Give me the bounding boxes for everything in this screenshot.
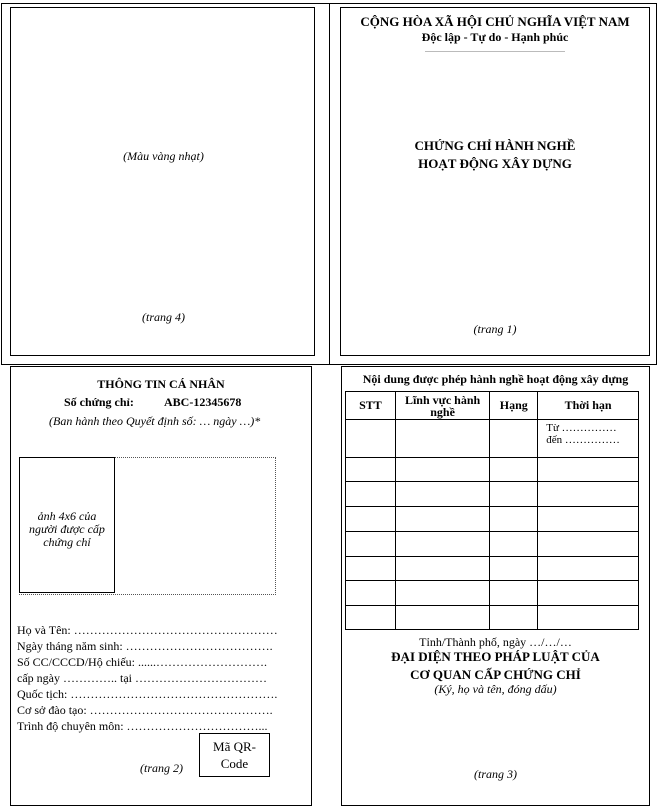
field-id-number: Số CC/CCCD/Hộ chiếu: ......………………………. [17,655,268,669]
page-1-panel [340,7,650,356]
validity-from: Từ …………… [546,422,617,434]
table-row [346,557,639,581]
page-2-label: (trang 2) [140,761,183,775]
field-qualification: Trình độ chuyên môn: ……………………………... [17,719,268,733]
photo-box [19,457,115,593]
page-4-panel [10,7,315,356]
qr-code-label-line2: Code [220,756,249,771]
validity-cell [538,420,639,458]
cert-number-value: ABC-12345678 [164,395,242,409]
col-header-grade: Hạng [490,392,538,420]
representative-title-line2: CƠ QUAN CẤP CHỨNG CHỈ [410,667,581,682]
signature-note: (Ký, họ và tên, đóng dấu) [434,682,557,696]
col-header-validity: Thời hạn [538,392,639,420]
representative-title-line1: ĐẠI DIỆN THEO PHÁP LUẬT CỦA [391,649,600,664]
scope-heading: Nội dung được phép hành nghề hoạt động xây dựng [362,372,629,386]
table-row [346,532,639,557]
decision-note: (Ban hành theo Quyết định số: … ngày …)* [49,414,261,428]
certificate-title-line1: CHỨNG CHỈ HÀNH NGHỀ [414,138,576,153]
personal-info-heading: THÔNG TIN CÁ NHÂN [97,377,225,391]
table-row [346,420,639,458]
place-date: Tỉnh/Thành phố, ngày …/…/… [419,635,572,649]
scope-table [345,391,639,630]
field-training-institution: Cơ sở đào tạo: ………………………………………. [17,703,273,717]
qr-code-box [199,733,270,777]
page-1-label: (trang 1) [473,322,517,336]
table-row [346,458,639,482]
qr-code-label-line1: Mã QR- [213,739,256,754]
top-divider [329,3,330,365]
validity-to: đến …………… [546,434,620,446]
col-header-field: Lĩnh vực hành nghề [395,392,490,420]
field-full-name: Họ và Tên: …………………………………………… [17,623,278,637]
table-row [346,606,639,630]
cert-number-label: Số chứng chỉ: [64,395,134,409]
page-4-label: (trang 4) [142,310,185,324]
page-3-panel [341,366,650,806]
certificate-title-line2: HOẠT ĐỘNG XÂY DỰNG [418,156,572,171]
field-issue-date-place: cấp ngày ………….. tại …………………………… [17,671,267,685]
color-note: (Màu vàng nhạt) [123,149,204,163]
table-row [346,482,639,507]
national-motto: Độc lập - Tự do - Hạnh phúc [421,30,569,44]
page-3-label: (trang 3) [474,767,517,781]
motto-underline [425,51,565,52]
table-row [346,581,639,606]
table-row [346,507,639,532]
field-birth-date: Ngày tháng năm sinh: ………………………………. [17,639,273,653]
country-name: CỘNG HÒA XÃ HỘI CHỦ NGHĨA VIỆT NAM [360,14,630,29]
col-header-stt: STT [346,392,396,420]
photo-placeholder-text: ảnh 4x6 của người được cấp chứng chỉ [29,509,105,549]
field-nationality: Quốc tịch: ……………………………………………. [17,687,278,701]
page-2-panel [10,366,312,806]
